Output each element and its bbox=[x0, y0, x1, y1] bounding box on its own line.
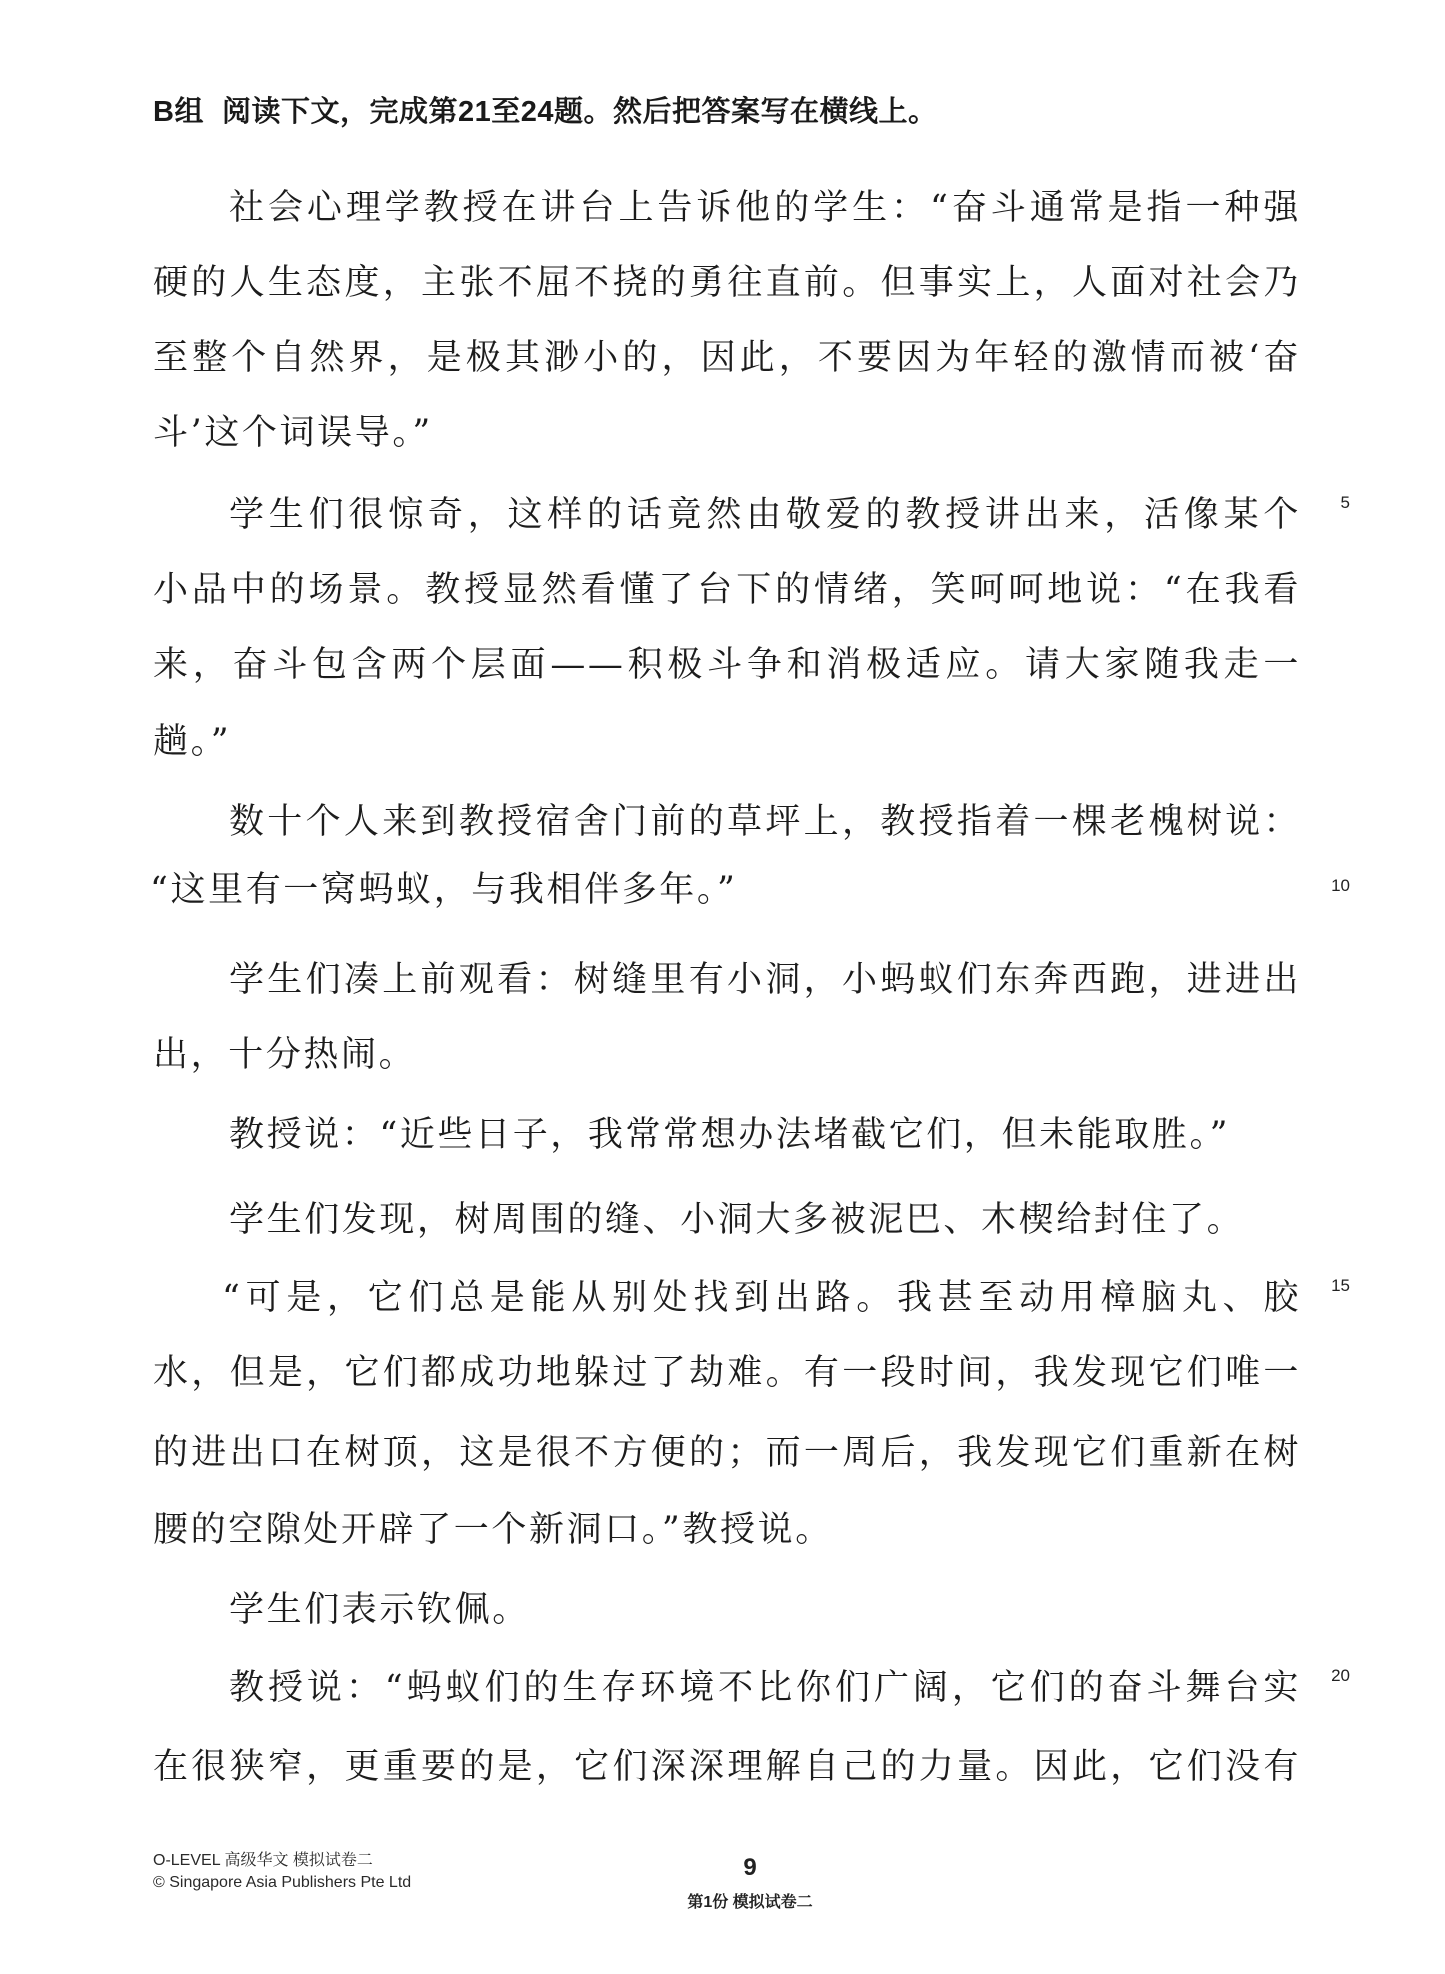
passage-line: 硬的人生态度，主张不屈不挠的勇往直前。但事实上，人面对社会乃 bbox=[153, 263, 1301, 303]
passage-line: 小品中的场景。教授显然看懂了台下的情绪，笑呵呵地说：“在我看 bbox=[153, 570, 1301, 610]
passage-line: 出，十分热闹。 bbox=[153, 1035, 417, 1075]
passage-line: “可是，它们总是能从别处找到出路。我甚至动用樟脑丸、胶 bbox=[222, 1278, 1301, 1318]
page-number: 9 bbox=[743, 1854, 757, 1881]
passage-line: 学生们表示钦佩。 bbox=[229, 1590, 530, 1630]
passage-line: 腰的空隙处开辟了一个新洞口。”教授说。 bbox=[153, 1510, 833, 1550]
passage-line: 在很狭窄，更重要的是，它们深深理解自己的力量。因此，它们没有 bbox=[153, 1747, 1301, 1787]
passage-line: “这里有一窝蚂蚁，与我相伴多年。” bbox=[150, 870, 738, 910]
passage-line: 学生们发现，树周围的缝、小洞大多被泥巴、木楔给封住了。 bbox=[229, 1200, 1245, 1240]
passage-line: 斗’这个词误导。” bbox=[153, 413, 433, 453]
book-title: O-LEVEL 高级华文 模拟试卷二 bbox=[153, 1852, 373, 1869]
passage-line: 学生们凑上前观看：树缝里有小洞，小蚂蚁们东奔西跑，进进出 bbox=[229, 960, 1301, 1000]
group-label: B组 bbox=[153, 96, 204, 128]
footer-publisher-info bbox=[153, 1850, 411, 1894]
line-number-15: 15 bbox=[1331, 1276, 1350, 1295]
passage-line: 学生们很惊奇，这样的话竟然由敬爱的教授讲出来，活像某个 bbox=[229, 495, 1301, 535]
passage-line: 至整个自然界，是极其渺小的，因此，不要因为年轻的激情而被‘奋 bbox=[153, 338, 1301, 378]
passage-line: 趟。” bbox=[153, 722, 232, 762]
line-number-20: 20 bbox=[1331, 1666, 1350, 1685]
passage-line: 教授说：“近些日子，我常常想办法堵截它们，但未能取胜。” bbox=[229, 1115, 1231, 1155]
line-number-10: 10 bbox=[1331, 876, 1350, 895]
passage-line: 教授说：“蚂蚁们的生存环境不比你们广阔，它们的奋斗舞台实 bbox=[229, 1668, 1301, 1708]
passage-line: 社会心理学教授在讲台上告诉他的学生：“奋斗通常是指一种强 bbox=[229, 188, 1301, 228]
passage-line: 的进出口在树顶，这是很不方便的；而一周后，我发现它们重新在树 bbox=[153, 1433, 1301, 1473]
passage-line: 来，奋斗包含两个层面——积极斗争和消极适应。请大家随我走一 bbox=[153, 645, 1301, 685]
paper-label: 第1份 模拟试卷二 bbox=[687, 1894, 813, 1911]
copyright-notice: © Singapore Asia Publishers Pte Ltd bbox=[153, 1874, 412, 1891]
passage-line: 数十个人来到教授宿舍门前的草坪上，教授指着一棵老槐树说： bbox=[229, 802, 1301, 842]
passage-line: 水，但是，它们都成功地躲过了劫难。有一段时间，我发现它们唯一 bbox=[153, 1353, 1301, 1393]
line-number-5: 5 bbox=[1340, 493, 1350, 512]
instruction-text: 阅读下文，完成第21至24题。然后把答案写在横线上。 bbox=[221, 96, 938, 128]
section-instruction bbox=[153, 92, 937, 132]
